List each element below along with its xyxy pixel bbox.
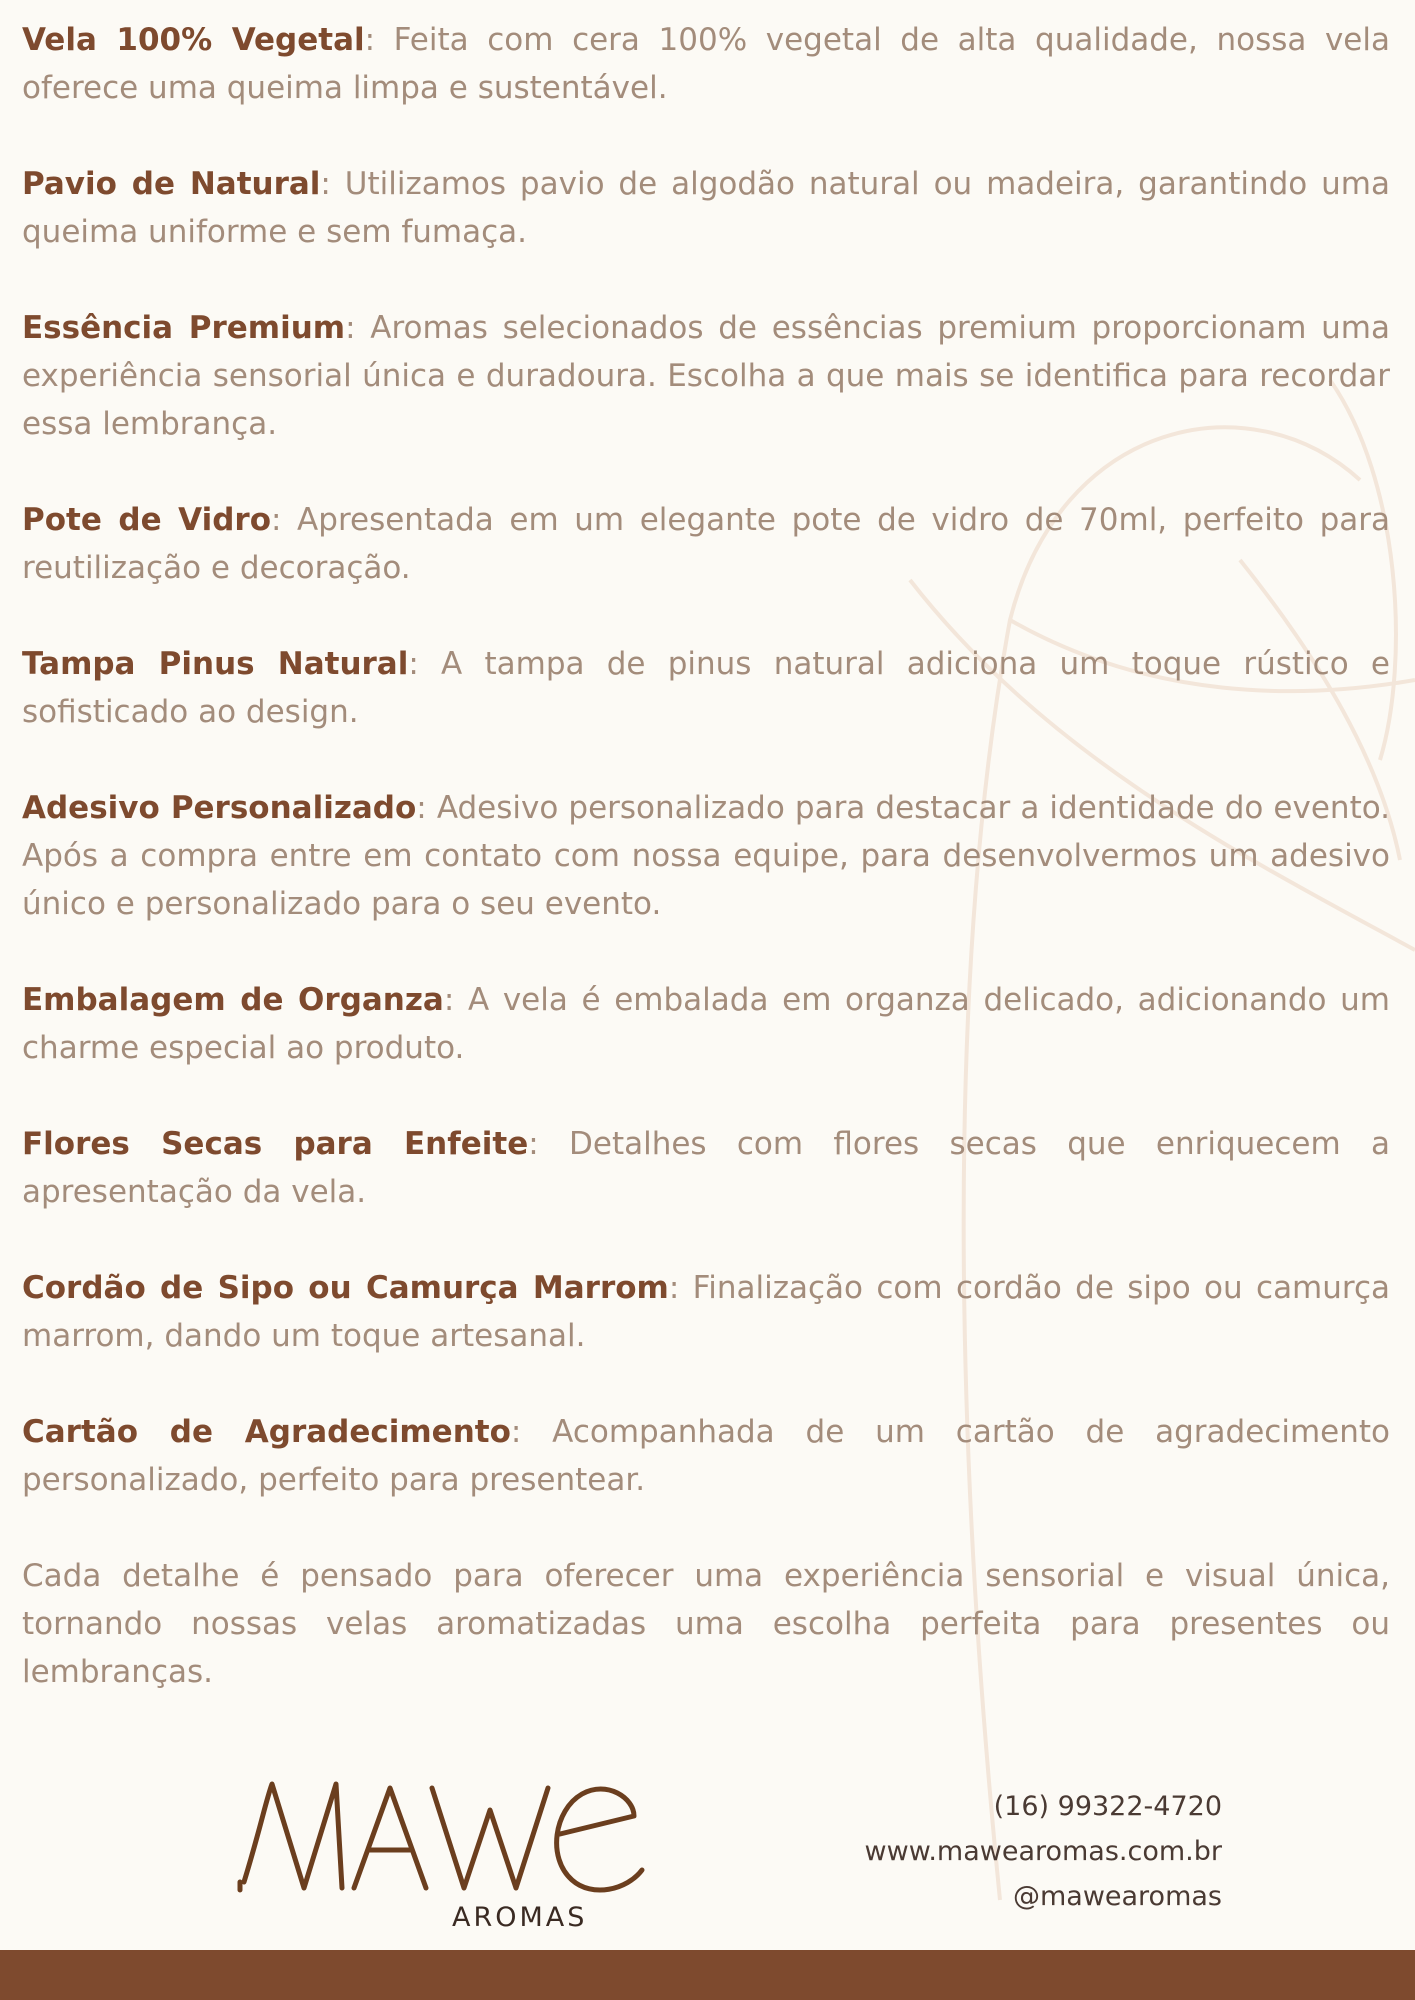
feature-item [22,160,1390,256]
feature-title: Cordão de Sipo ou Camurça Marrom [22,1270,669,1306]
feature-text: : Detalhes com flores secas que enriquecem a apresentação da vela. [22,1126,1390,1210]
feature-item [22,304,1390,448]
feature-text: : Utilizamos pavio de algodão natural ou madeira, garantindo uma queima uniforme e sem fumaça. [22,166,1391,250]
feature-title: Cartão de Agradecimento [22,1414,511,1450]
feature-title: Vela 100% Vegetal [22,22,365,58]
feature-title: Embalagem de Organza [22,982,444,1018]
contact-block [865,1784,1222,1919]
feature-list [22,16,1390,1744]
feature-item [22,1120,1390,1216]
feature-item [22,1408,1390,1504]
feature-title: Tampa Pinus Natural [22,646,409,682]
feature-title: Essência Premium [22,310,346,346]
footer-bar [0,1950,1415,2000]
brand-subtitle: AROMAS [452,1902,588,1933]
feature-title: Pavio de Natural [22,166,321,202]
feature-title: Pote de Vidro [22,502,272,538]
feature-text: : Apresentada em um elegante pote de vidro de 70ml, perfeito para reutilização e decoração. [22,502,1390,586]
feature-title: Flores Secas para Enfeite [22,1126,529,1162]
feature-item [22,784,1390,928]
feature-item [22,976,1390,1072]
feature-text: : Finalização com cordão de sipo ou camurça marrom, dando um toque artesanal. [22,1270,1391,1354]
instagram-handle[interactable]: @mawearomas [1012,1881,1222,1912]
website-link[interactable]: www.mawearomas.com.br [864,1836,1222,1867]
feature-item [22,1264,1390,1360]
feature-item [22,640,1390,736]
feature-text: : Aromas selecionados de essências premium proporcionam uma experiência sensorial única e duradoura. Escolha a que mais se identifica para recordar essa lembrança. [22,310,1390,442]
feature-item [22,496,1390,592]
feature-item [22,16,1390,112]
phone-number: (16) 99322-4720 [993,1791,1222,1822]
feature-text: : A tampa de pinus natural adiciona um toque rústico e sofisticado ao design. [22,646,1390,730]
feature-text: : Adesivo personalizado para destacar a identidade do evento. Após a compra entre em contato com nossa equipe, para desenvolvermos um adesivo único e personalizado para o seu evento. [22,790,1390,922]
feature-text: : Feita com cera 100% vegetal de alta qualidade, nossa vela oferece uma queima limpa e sustentável. [22,22,1390,106]
brand-logo [232,1770,652,1930]
feature-text: : A vela é embalada em organza delicado, adicionando um charme especial ao produto. [22,982,1390,1066]
closing-text: Cada detalhe é pensado para oferecer uma experiência sensorial e visual única, tornando nossas velas aromatizadas uma escolha perfeita para presentes ou lembranças. [22,1558,1390,1690]
feature-title: Adesivo Personalizado [22,790,417,826]
feature-text: : Acompanhada de um cartão de agradecimento personalizado, perfeito para presentear. [22,1414,1390,1498]
